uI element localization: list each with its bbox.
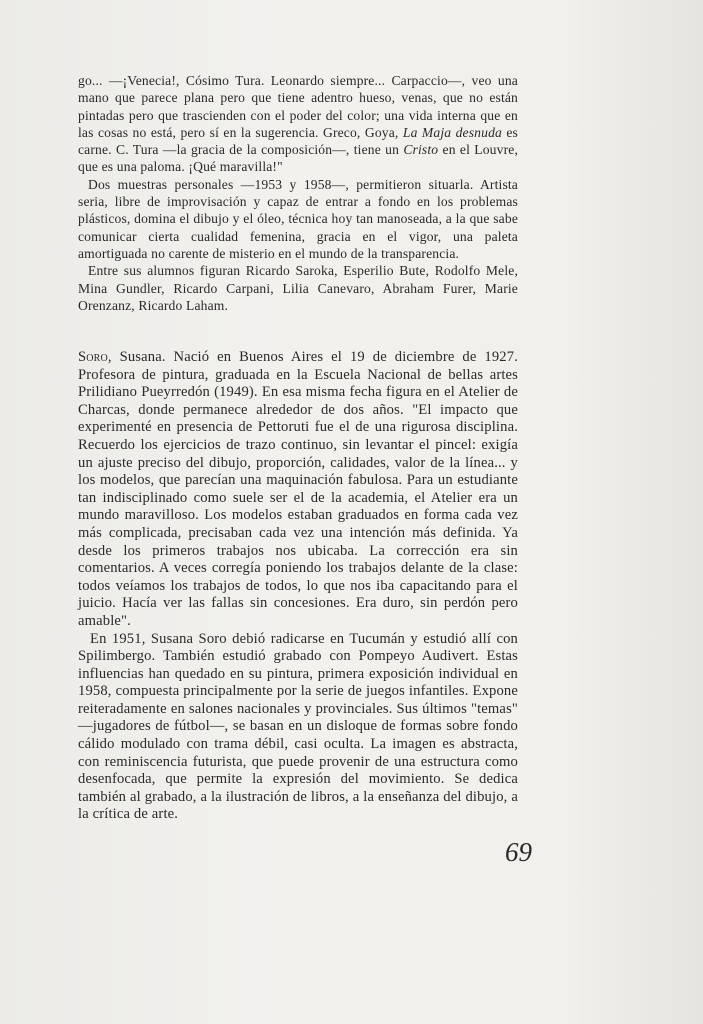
text-run: en el Louvre, que es una paloma. ¡Qué maravilla!" xyxy=(78,142,518,175)
text-run: , Susana. Nació en Buenos Aires el 19 de diciembre de 1927. Profesora de pintura, graduada en la Escuela Nacional de bellas artes Prilidiano Pueyrredón (1949). En esa misma fecha figura en el Atelier de Charcas, donde permanece alrededor de dos años. "El impacto que experimenté en presencia de Pettoruti fue el de una rigurosa disciplina. Recuerdo los ejercicios de trazo continuo, sin levantar el pincel: exigía un ajuste preciso del dibujo, proporción, calidades, valor de la línea... y los modelos, que parecían una maquinación fabulosa. Para un estudiante tan indisciplinado como suele ser el de la academia, el Atelier era un mundo maravilloso. Los modelos estaban graduados en forma cada vez más complicada, precisaban cada vez una intención más definida. Ya desde los primeros trabajos nos ubicaba. La corrección era sin comentarios. A veces corregía poniendo los trabajos delante de la clase: todos veíamos los trabajos de todos, lo que nos iba capacitando para el juicio. Hacía ver las fallas sin concesiones. Era duro, sin perdón pero amable". xyxy=(78,349,518,629)
paragraph-quote-continuation xyxy=(78,72,518,176)
paragraph-exhibitions: Dos muestras personales —1953 y 1958—, permitieron situarla. Artista seria, libre de improvisación y capaz de entrar a fondo en los problemas plásticos, domina el dibujo y el óleo, técnica hoy tan manoseada, a la que sabe comunicar cierta cualidad femenina, gracia en el vigor, una paleta amortiguada no carente de misterio en el mundo de la transparencia. xyxy=(78,176,518,261)
paragraph-entry-soro xyxy=(78,349,518,631)
text-block-soro-entry xyxy=(78,349,518,824)
entry-surname: Soro xyxy=(78,349,108,365)
text-block-continuation xyxy=(78,72,518,314)
page-number: 69 xyxy=(505,837,532,867)
text-run: go... —¡Venecia!, Cósimo Tura. Leonardo siempre... Carpaccio—, veo una mano que parece plana pero que tiene adentro hueso, venas, que no están pintadas pero que trascienden con el poder del color; una vida interna que en las cosas no está, pero sí en la sugerencia. Greco, Goya, xyxy=(78,73,518,140)
italic-title-maja: La Maja desnuda xyxy=(402,124,502,140)
italic-title-cristo: Cristo xyxy=(403,142,439,158)
paragraph-soro-career: En 1951, Susana Soro debió radicarse en Tucumán y estudió allí con Spilimbergo. También estudió grabado con Pompeyo Audivert. Estas influencias han quedado en su pintura, primera exposición individual en 1958, compuesta principalmente por la serie de juegos infantiles. Expone reiteradamente en salones nacionales y provinciales. Sus últimos "temas" —jugadores de fútbol—, se basan en un disloque de formas sobre fondo cálido modulado con trama débil, casi oculta. La imagen es abstracta, con reminiscencia futurista, que puede provenir de una estructura como desenfocada, que permite la expresión del movimiento. Se dedica también al grabado, a la ilustración de libros, a la enseñanza del dibujo, a la crítica de arte. xyxy=(78,630,518,823)
text-run: es carne. C. Tura —la gracia de la composición—, tiene un xyxy=(78,124,518,158)
paragraph-students: Entre sus alumnos figuran Ricardo Saroka, Esperilio Bute, Rodolfo Mele, Mina Gundler, Ricardo Carpani, Lilia Canevaro, Abraham Furer, Marie Orenzanz, Ricardo Laham. xyxy=(78,263,518,313)
